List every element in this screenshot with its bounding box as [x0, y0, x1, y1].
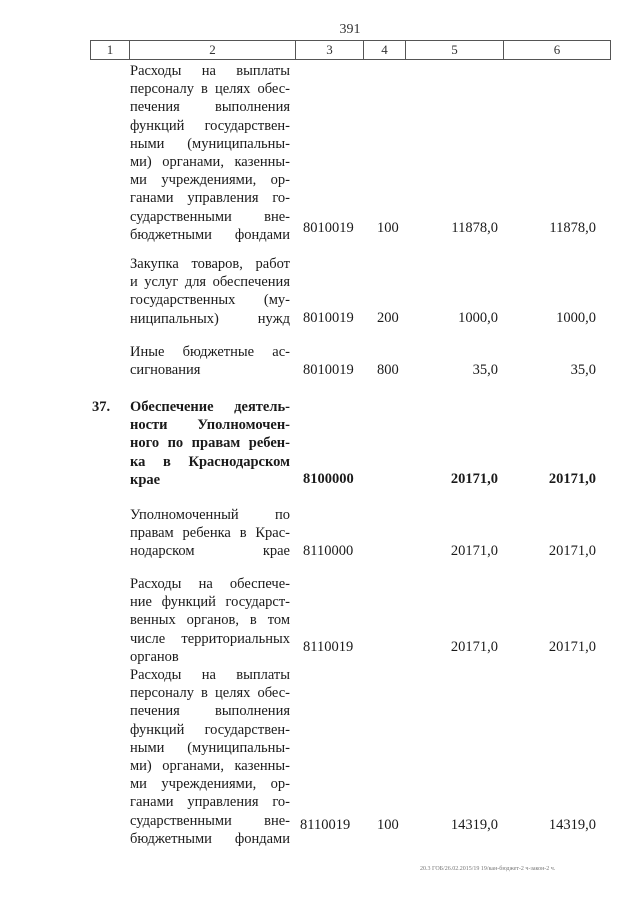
column-header-3: 3	[296, 41, 364, 60]
description-line: ка в Краснодарском	[130, 453, 290, 470]
description-line: сударственными вне-	[130, 208, 290, 225]
column-header-5: 5	[406, 41, 504, 60]
description-line: ниципальных) нужд	[130, 310, 290, 327]
description-line: печения выполнения	[130, 99, 290, 116]
row-type: 100	[377, 817, 399, 833]
description-line: функций государствен-	[130, 721, 290, 738]
row-code: 8100000	[303, 471, 354, 487]
description-line: персоналу в целях обес-	[130, 81, 290, 98]
row-amount-6: 35,0	[570, 362, 596, 378]
row-code: 8010019	[303, 362, 354, 378]
row-amount-6: 14319,0	[548, 817, 596, 833]
description-line: печения выполнения	[130, 703, 290, 720]
description-line: ными (муниципальны-	[130, 135, 290, 152]
description-line: государственных (му-	[130, 292, 290, 309]
description-line: венных органов, в том	[130, 612, 290, 629]
column-header-6: 6	[504, 41, 611, 60]
description-line: Иные бюджетные ас-	[130, 344, 290, 360]
row-amount-5: 20171,0	[450, 639, 498, 655]
row-description	[130, 343, 290, 379]
row-description	[130, 255, 290, 328]
row-amount-6: 20171,0	[548, 543, 596, 559]
row-description	[130, 398, 290, 489]
description-line: сигнования	[130, 362, 201, 379]
row-amount-5: 20171,0	[450, 471, 498, 487]
row-description	[130, 62, 290, 244]
row-amount-6: 1000,0	[556, 310, 596, 326]
description-line: ми) органами, казенны-	[130, 758, 290, 775]
column-header-1: 1	[91, 41, 130, 60]
row-code: 8110000	[303, 543, 354, 559]
description-line: Обеспечение деятель-	[130, 399, 290, 415]
description-line: Уполномоченный по	[130, 507, 290, 523]
row-amount-5: 35,0	[472, 362, 498, 378]
row-code: 8110019	[300, 817, 351, 833]
description-line: числе территориальных	[130, 630, 290, 647]
page-number: 391	[339, 22, 361, 37]
row-amount-6: 20171,0	[548, 639, 596, 655]
row-type: 800	[377, 362, 399, 378]
description-line: бюджетными фондами	[130, 226, 290, 243]
row-amount-6: 11878,0	[549, 220, 596, 236]
description-line: ными (муниципальны-	[130, 739, 290, 756]
row-amount-5: 14319,0	[450, 817, 498, 833]
row-amount-6: 20171,0	[548, 471, 596, 487]
description-line: ганами управления го-	[130, 190, 290, 207]
description-line: ми учреждениями, ор-	[130, 172, 290, 189]
row-type: 100	[377, 220, 399, 236]
row-number: 37.	[92, 399, 111, 415]
description-line: ми) органами, казенны-	[130, 154, 290, 171]
row-type: 200	[377, 310, 399, 326]
description-line: ного по правам ребен-	[130, 435, 290, 452]
footer-note: 20.3 ГОБ/26.02.2015/19 19/кан-бюджет-2 ч-закон-2 ч.	[420, 866, 556, 872]
row-code: 8010019	[303, 310, 354, 326]
description-line: функций государствен-	[130, 117, 290, 134]
row-amount-5: 11878,0	[451, 220, 498, 236]
column-header-row	[90, 40, 611, 60]
row-code: 8110019	[303, 639, 354, 655]
description-line: персоналу в целях обес-	[130, 685, 290, 702]
description-line: сударственными вне-	[130, 812, 290, 829]
column-header-4: 4	[364, 41, 406, 60]
description-line: и услуг для обеспечения	[130, 274, 290, 291]
description-line: ности Уполномочен-	[130, 417, 290, 434]
description-line: Расходы на выплаты	[130, 667, 290, 683]
row-amount-5: 20171,0	[450, 543, 498, 559]
description-line: крае	[130, 471, 161, 488]
description-line: Расходы на выплаты	[130, 63, 290, 79]
row-description	[130, 506, 290, 561]
row-code: 8010019	[303, 220, 354, 236]
description-line: ми учреждениями, ор-	[130, 776, 290, 793]
row-description	[130, 666, 290, 848]
row-description	[130, 575, 290, 666]
description-line: органов	[130, 648, 179, 665]
column-header-2: 2	[130, 41, 296, 60]
description-line: нодарском крае	[130, 543, 290, 560]
description-line: правам ребенка в Крас-	[130, 525, 290, 542]
description-line: ганами управления го-	[130, 794, 290, 811]
description-line: Расходы на обеспече-	[130, 576, 290, 592]
description-line: Закупка товаров, работ	[130, 256, 290, 272]
description-line: бюджетными фондами	[130, 830, 290, 847]
row-amount-5: 1000,0	[458, 310, 498, 326]
description-line: ние функций государст-	[130, 594, 290, 611]
